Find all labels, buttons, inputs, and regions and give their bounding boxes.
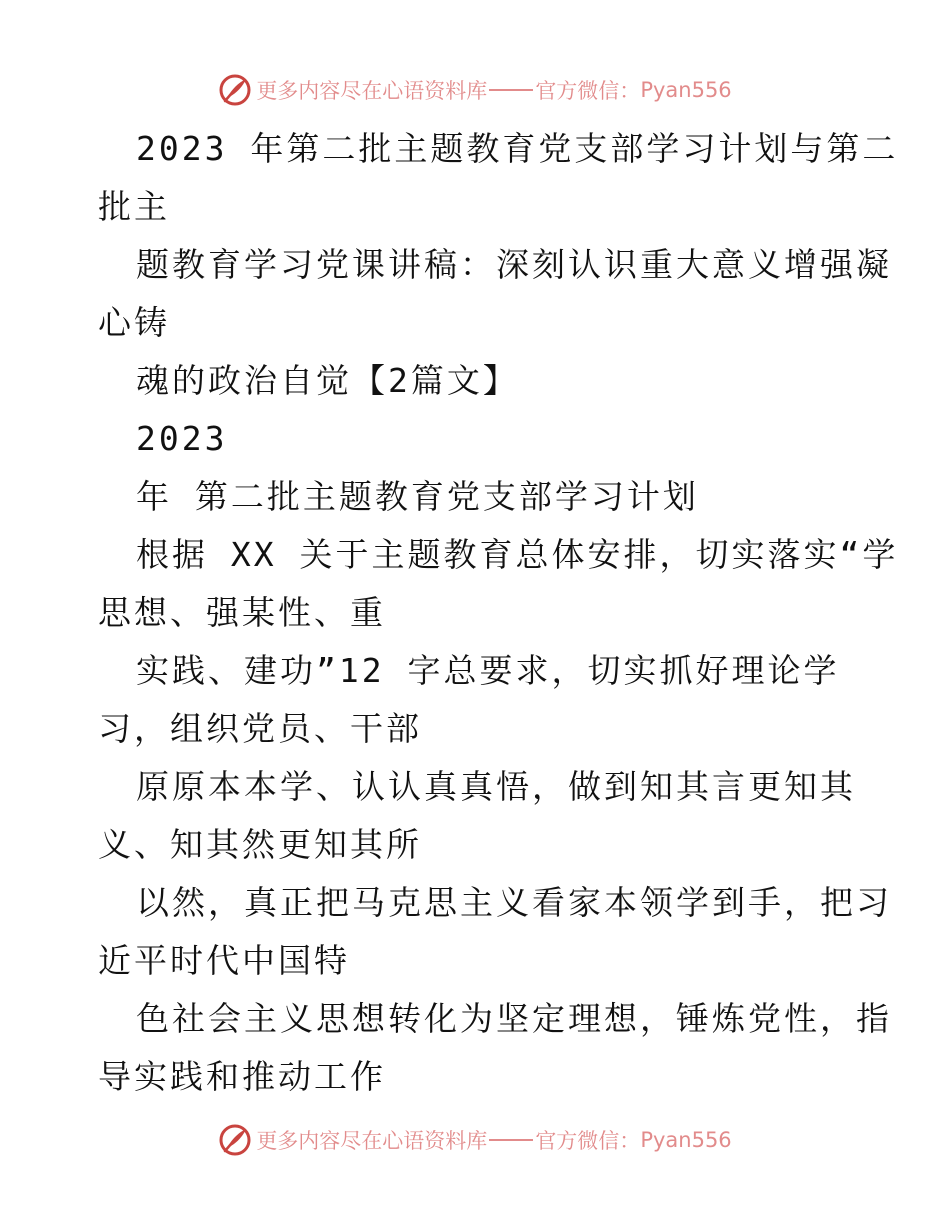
document-line: 导实践和推动工作 <box>98 1057 386 1096</box>
banner-divider <box>489 89 533 91</box>
document-line: 心铸 <box>98 303 170 342</box>
document-line: 近平时代中国特 <box>98 941 350 980</box>
document-line: 批主 <box>98 187 170 226</box>
document-line: 题教育学习党课讲稿：深刻认识重大意义增强凝 <box>136 245 892 284</box>
document-line: 义、知其然更知其所 <box>98 825 422 864</box>
document-line: 魂的政治自觉【2篇文】 <box>136 361 519 400</box>
header-watermark-banner <box>0 70 950 110</box>
banner-wechat-id: Pyan556 <box>640 78 732 102</box>
document-line: 2023 <box>136 419 228 458</box>
document-line: 习，组织党员、干部 <box>98 709 422 748</box>
feather-quill-logo-icon <box>218 73 252 107</box>
document-line: 以然，真正把马克思主义看家本领学到手，把习 <box>136 883 892 922</box>
banner-subtitle: 官方微信： <box>535 79 641 103</box>
document-line: 实践、建功”12 字总要求，切实抓好理论学 <box>136 651 840 690</box>
footer-watermark-banner <box>0 1120 950 1160</box>
document-body <box>98 120 899 1106</box>
document-line: 思想、强某性、重 <box>98 593 386 632</box>
document-line: 根据 XX 关于主题教育总体安排，切实落实“学 <box>136 535 899 574</box>
document-line: 色社会主义思想转化为坚定理想，锤炼党性，指 <box>136 999 892 1038</box>
banner-divider <box>489 1139 533 1141</box>
feather-quill-logo-icon <box>218 1123 252 1157</box>
banner-subtitle: 官方微信： <box>535 1129 641 1153</box>
document-line: 2023 年第二批主题教育党支部学习计划与第二 <box>136 129 899 168</box>
banner-title: 更多内容尽在心语资料库 <box>256 79 488 103</box>
banner-title: 更多内容尽在心语资料库 <box>256 1129 488 1153</box>
document-line: 原原本本学、认认真真悟，做到知其言更知其 <box>136 767 856 806</box>
banner-wechat-id: Pyan556 <box>640 1128 732 1152</box>
document-line: 年 第二批主题教育党支部学习计划 <box>136 477 699 516</box>
